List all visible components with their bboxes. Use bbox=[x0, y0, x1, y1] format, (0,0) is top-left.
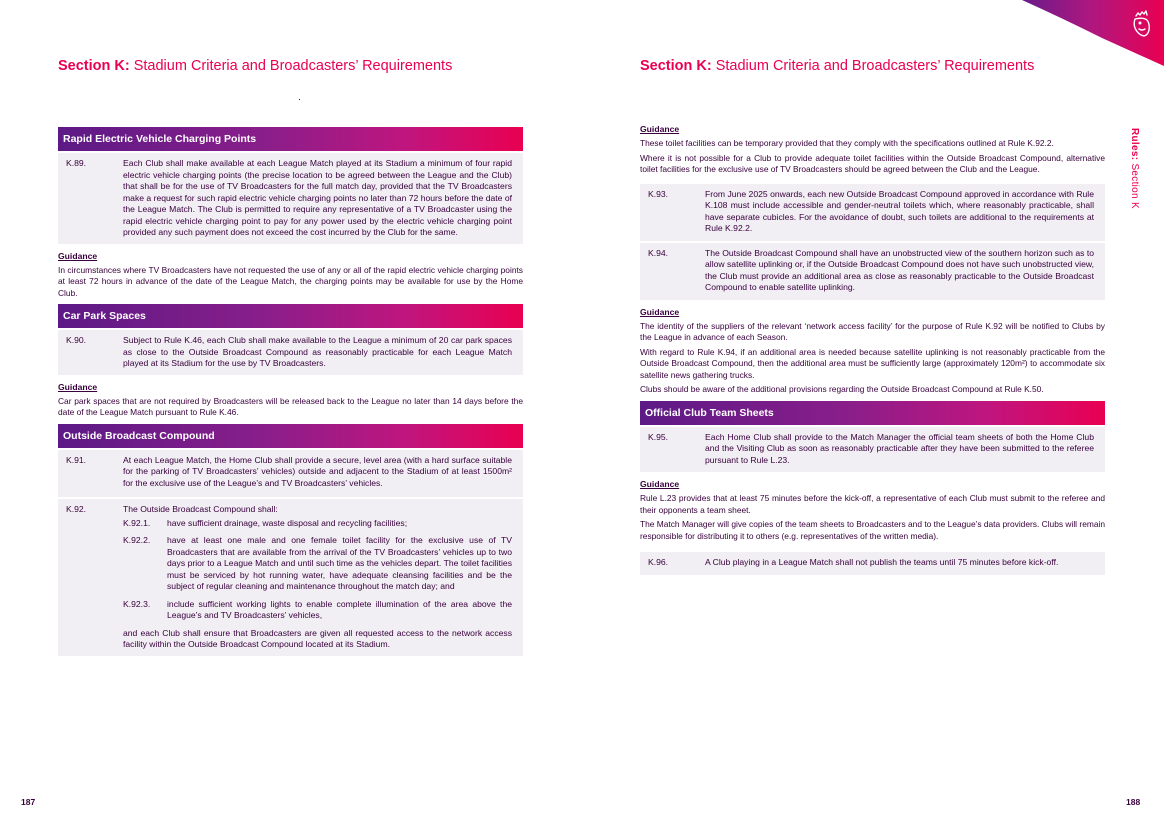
guidance-text: With regard to Rule K.94, if an additional area is needed because satellite uplinking is not reasonably practicable from the Outside Broadcast Compound, then the additional area must be sufficiently large (approximately 120m²) to accommodate six satellite news gathering trucks. bbox=[640, 346, 1105, 380]
guidance-heading: Guidance bbox=[640, 479, 680, 489]
section-title: Section K: Stadium Criteria and Broadcasters’ Requirements bbox=[58, 58, 453, 74]
page-number: 188 bbox=[1126, 797, 1141, 807]
heading-team-sheets: Official Club Team Sheets bbox=[640, 401, 1105, 425]
heading-ev-charging: Rapid Electric Vehicle Charging Points bbox=[58, 127, 523, 151]
section-title: Section K: Stadium Criteria and Broadcasters’ Requirements bbox=[640, 58, 1035, 74]
subrule-text: include sufficient working lights to enable complete illumination of the area above the League’s and TV Broadcasters’ vehicles, bbox=[167, 598, 512, 620]
subrule-text: have sufficient drainage, waste disposal and recycling facilities; bbox=[167, 517, 408, 528]
page-number: 187 bbox=[21, 797, 36, 807]
right-page bbox=[582, 0, 1164, 825]
guidance-text: Where it is not possible for a Club to provide adequate toilet facilities within the Outside Broadcast Compound, alternative toilet facilities for the exclusive use of TV Broadcasters should be agreed between the Club and the League. bbox=[640, 152, 1105, 174]
guidance-text: Car park spaces that are not required by Broadcasters will be released back to the League no later than 14 days before the date of the League Match pursuant to Rule K.46. bbox=[58, 395, 523, 417]
corner-ribbon bbox=[1022, 0, 1164, 66]
guidance-heading: Guidance bbox=[58, 381, 98, 392]
rule-number: K.93. bbox=[648, 188, 669, 199]
guidance-text: The Match Manager will give copies of the team sheets to Broadcasters and to the League’s data providers. Clubs will remain responsible for distributing it to others (e.g. representatives of the written media). bbox=[640, 519, 1105, 541]
subrule-number: K.92.2. bbox=[123, 535, 151, 545]
rule-text: From June 2025 onwards, each new Outside Broadcast Compound approved in accordance with Rule K.108 must include accessible and gender-neutral toilets which, where reasonably practicable, shall have separate cubicles. For the avoidance of doubt, such toilets are additional to the requirements at Rule K.92.2. bbox=[705, 188, 1094, 233]
heading-car-park: Car Park Spaces bbox=[58, 304, 523, 328]
rule-k96 bbox=[640, 550, 1105, 575]
rule-k92 bbox=[58, 497, 523, 656]
rule-outro: and each Club shall ensure that Broadcasters are given all requested access to the network access facility within the Outside Broadcast Compound located at its Stadium. bbox=[123, 627, 512, 649]
rule-k93 bbox=[640, 182, 1105, 241]
guidance-text: Rule L.23 provides that at least 75 minutes before the kick-off, a representative of each Club must submit to the referee and their opponents a team sheet. bbox=[640, 493, 1105, 515]
rule-text: Each Home Club shall provide to the Match Manager the official team sheets of both the Home Club and the Visiting Club as soon as reasonably practicable after they have been submitted to the referee pursuant to Rule L.23. bbox=[705, 431, 1094, 465]
rule-text: A Club playing in a League Match shall not publish the teams until 75 minutes before kick-off. bbox=[705, 557, 1059, 567]
guidance-heading: Guidance bbox=[58, 250, 98, 261]
guidance-text: Clubs should be aware of the additional provisions regarding the Outside Broadcast Compound at Rule K.50. bbox=[640, 384, 1044, 394]
rule-k91 bbox=[58, 448, 523, 498]
rule-text: Subject to Rule K.46, each Club shall make available to the League a minimum of 20 car park spaces as close to the Outside Broadcast Compound as reasonably practicable for each League Match played at its Stadium for the use by TV Broadcasters. bbox=[123, 335, 512, 368]
subrule-k92-2 bbox=[123, 535, 512, 593]
rule-k90 bbox=[58, 328, 523, 375]
subrule-text: have at least one male and one female toilet facility for the exclusive use of TV Broadcasters that are available from the arrival of the TV Broadcasters’ vehicles up to two days prior to a League Match and until such time as the vehicles depart. The toilet facilities must be serviced by hot running water, have adequate cleansing facilities and be the subject of regular cleaning and maintenance throughout the match day; and bbox=[167, 535, 512, 591]
rule-k94 bbox=[640, 241, 1105, 300]
rule-intro: The Outside Broadcast Compound shall: bbox=[123, 504, 278, 514]
guidance-heading: Guidance bbox=[640, 124, 680, 134]
rule-number: K.92. bbox=[66, 504, 87, 514]
heading-outside-broadcast: Outside Broadcast Compound bbox=[58, 424, 523, 448]
subrule-number: K.92.3. bbox=[123, 598, 151, 609]
guidance-text: The identity of the suppliers of the relevant ‘network access facility’ for the purpose of Rule K.92 will be notified to Clubs by the League in advance of each Season. bbox=[640, 320, 1105, 342]
rule-number: K.90. bbox=[66, 335, 87, 345]
subrule-k92-3 bbox=[123, 599, 512, 622]
guidance-text: These toilet facilities can be temporary provided that they comply with the specifications outlined at Rule K.92.2. bbox=[640, 138, 1054, 148]
rule-number: K.96. bbox=[648, 557, 669, 567]
stray-dot bbox=[299, 99, 300, 100]
rule-text: Each Club shall make available at each League Match played at its Stadium a minimum of four rapid electric vehicle charging points (the precise location to be agreed between the League and the Club) that shall be for the use of TV Broadcasters for the full match day, provided that the TV Broadcasters make a request for such rapid electric vehicle charging points no later than 72 hours before the date of the League Match. The Club is permitted to require any representative of a TV Broadcaster using the rapid electric vehicle charging point to pay for any power used by the electric vehicle charging point provided any such payment does not exceed the cost incurred by the Club for the same. bbox=[123, 158, 512, 237]
rule-number: K.91. bbox=[66, 454, 87, 465]
right-content bbox=[640, 124, 1105, 575]
rule-number: K.89. bbox=[66, 158, 87, 168]
rule-text: At each League Match, the Home Club shall provide a secure, level area (with a hard surface suitable for the parking of TV Broadcasters’ vehicles) outside and adjacent to the Stadium of at least 1500m² for the exclusive use of the League’s and TV Broadcasters’ vehicles. bbox=[123, 454, 512, 488]
rule-k95 bbox=[640, 425, 1105, 473]
guidance-heading: Guidance bbox=[640, 306, 680, 317]
left-content bbox=[58, 127, 523, 656]
subrule-number: K.92.1. bbox=[123, 517, 151, 528]
guidance-text: In circumstances where TV Broadcasters have not requested the use of any or all of the rapid electric vehicle charging points at least 72 hours in advance of the date of the League Match, the charging points may be available for use by the Home Club. bbox=[58, 264, 523, 298]
rule-number: K.95. bbox=[648, 431, 669, 442]
subrule-k92-1 bbox=[123, 518, 512, 530]
rule-k89 bbox=[58, 151, 523, 244]
side-label: Rules: Section K bbox=[1129, 128, 1140, 209]
rule-text: The Outside Broadcast Compound shall have an unobstructed view of the southern horizon such as to allow satellite uplinking or, if the Outside Broadcast Compound does not have such unobstructed view, the Club must provide an additional area as close as reasonably practicable to the Outside Broadcast Compound to enable satellite uplinking. bbox=[705, 247, 1094, 292]
rule-number: K.94. bbox=[648, 247, 669, 258]
